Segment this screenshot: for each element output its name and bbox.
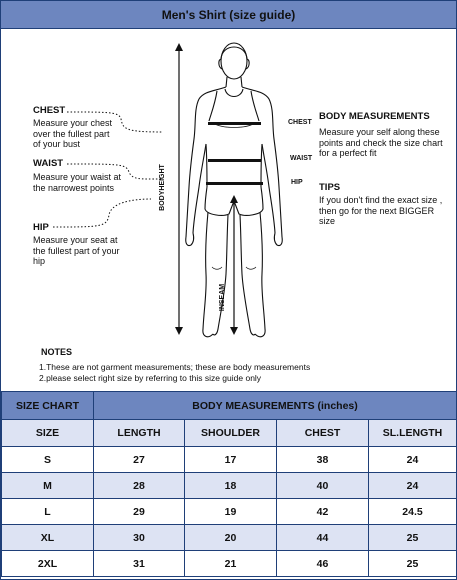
notes-title: NOTES: [41, 347, 73, 357]
note-item-1: 1.These are not garment measurements; these are body measurements: [39, 362, 311, 372]
column-header-chest: CHEST: [277, 420, 369, 447]
table-cell: 25: [369, 525, 457, 551]
table-row: [2, 551, 457, 577]
table-cell: 31: [94, 551, 185, 577]
table-cell: 19: [185, 499, 277, 525]
table-cell: M: [2, 473, 94, 499]
figure-label-chest: CHEST: [288, 119, 312, 126]
column-header-length: LENGTH: [94, 420, 185, 447]
hip-label-text: Measure your seat at the fullest part of your hip: [33, 235, 120, 266]
table-cell: 29: [94, 499, 185, 525]
table-cell: 2XL: [2, 551, 94, 577]
tips-head: TIPS: [319, 182, 341, 193]
table-cell: 24: [369, 447, 457, 473]
figure-label-bodyheight: BODYHEIGHT: [158, 164, 166, 211]
measurement-guide: [1, 29, 456, 391]
table-cell: S: [2, 447, 94, 473]
size-chart-title: SIZE CHART: [2, 392, 94, 420]
table-cell: 25: [369, 551, 457, 577]
figure-label-waist: WAIST: [290, 155, 313, 162]
chest-label-head: CHEST: [33, 105, 66, 116]
table-row: [2, 447, 457, 473]
table-cell: 24.5: [369, 499, 457, 525]
figure-label-inseam: INSEAM: [219, 283, 227, 312]
table-cell: 42: [277, 499, 369, 525]
table-cell: XL: [2, 525, 94, 551]
hip-label-head: HIP: [33, 222, 49, 233]
table-cell: 44: [277, 525, 369, 551]
note-item-2: 2.please select right size by referring to this size guide only: [39, 373, 262, 383]
figure-label-hip: HIP: [291, 179, 303, 186]
table-cell: 20: [185, 525, 277, 551]
waist-label-head: WAIST: [33, 158, 64, 169]
table-header-row: [2, 420, 457, 447]
table-cell: 18: [185, 473, 277, 499]
column-header-sl-length: SL.LENGTH: [369, 420, 457, 447]
table-title-row: [2, 392, 457, 420]
waist-label-text: Measure your waist at the narrowest points: [33, 172, 122, 193]
table-cell: 40: [277, 473, 369, 499]
table-cell: 21: [185, 551, 277, 577]
table-cell: 38: [277, 447, 369, 473]
page-title: Men's Shirt (size guide): [1, 1, 456, 29]
table-cell: 46: [277, 551, 369, 577]
size-chart-table: [1, 391, 457, 577]
table-cell: L: [2, 499, 94, 525]
chest-label-text: Measure your chest over the fullest part of your bust: [33, 118, 113, 149]
tips-text: If you don't find the exact size , then go for the next BIGGER size: [319, 195, 443, 226]
body-measurements-head: BODY MEASUREMENTS: [319, 111, 430, 122]
table-cell: 30: [94, 525, 185, 551]
table-cell: 24: [369, 473, 457, 499]
table-row: [2, 525, 457, 551]
table-cell: 27: [94, 447, 185, 473]
table-cell: 17: [185, 447, 277, 473]
body-measurements-title: BODY MEASUREMENTS (inches): [94, 392, 457, 420]
column-header-shoulder: SHOULDER: [185, 420, 277, 447]
column-header-size: SIZE: [2, 420, 94, 447]
table-row: [2, 499, 457, 525]
table-cell: 28: [94, 473, 185, 499]
table-row: [2, 473, 457, 499]
body-measurements-text: Measure your self along these points and check the size chart for a perfect fit: [319, 127, 443, 158]
